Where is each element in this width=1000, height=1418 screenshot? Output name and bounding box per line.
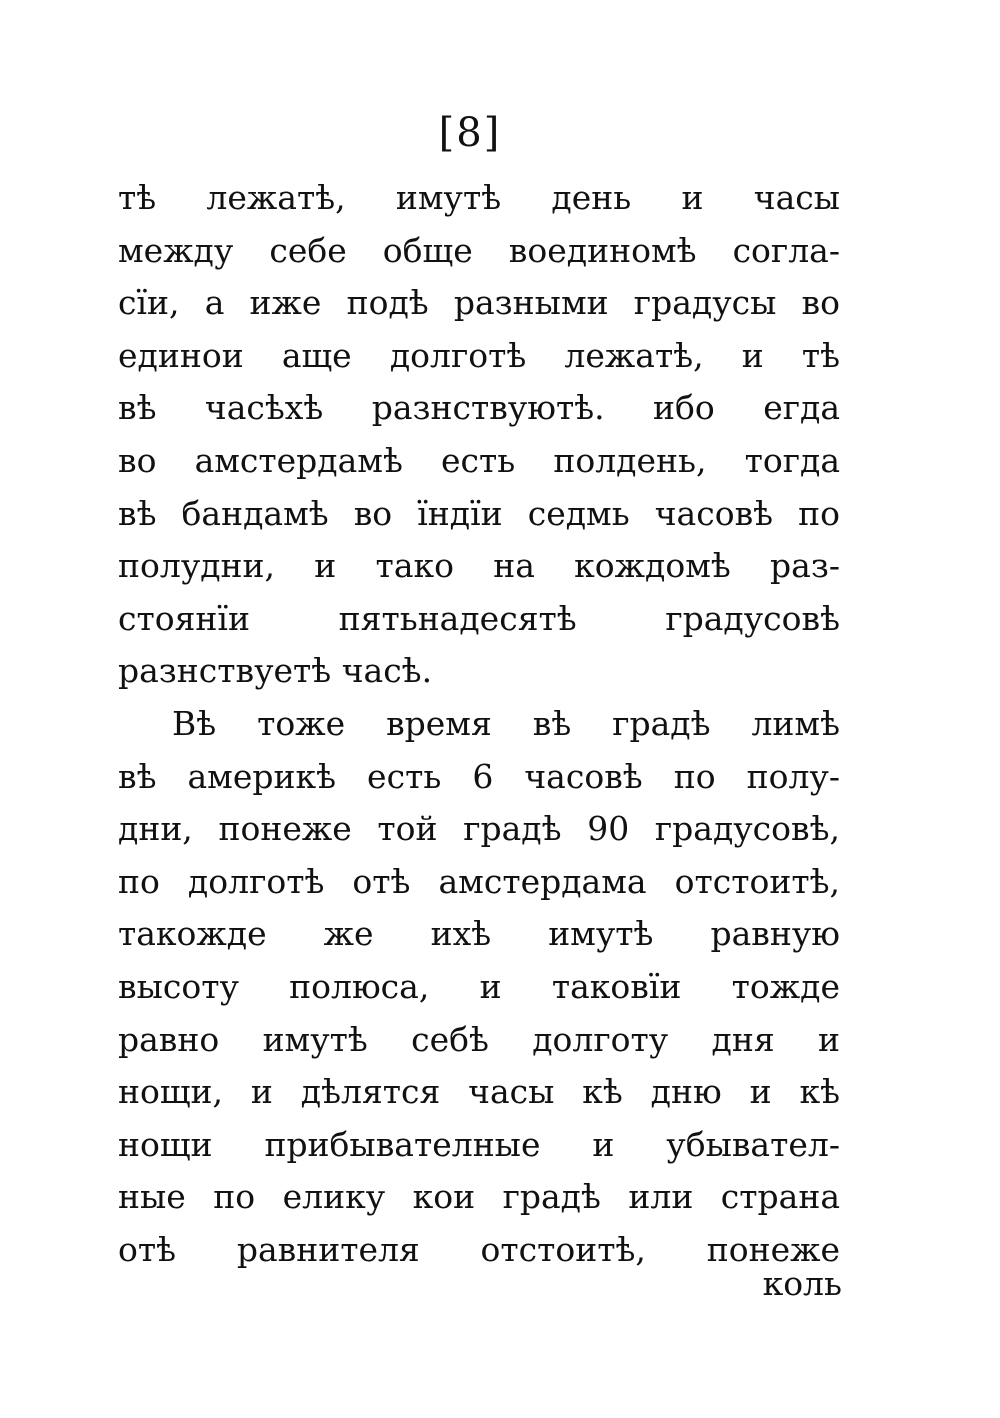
text-line: сїи, а иже подѣ разными градусы во	[118, 283, 840, 323]
text-line: нощи прибывателные и убывател-	[118, 1124, 840, 1164]
text-line: стоянїи пятьнадесятѣ градусовѣ	[118, 598, 840, 638]
text-line: отѣ равнителя отстоитѣ, понеже	[118, 1229, 840, 1269]
text-line: дни, понеже той градѣ 90 градусовѣ,	[118, 809, 840, 849]
text-line: по долготѣ отѣ амстердама отстоитѣ,	[118, 861, 840, 901]
text-line: высоту полюса, и таковїи тожде	[118, 966, 840, 1006]
text-line: тѣ лежатѣ, имутѣ день и часы	[118, 178, 840, 217]
text-line: вѣ часѣхѣ разнствуютѣ. ибо егда	[118, 388, 840, 428]
text-line: между себе обще воединомѣ согла-	[118, 230, 840, 270]
text-line: ные по елику кои градѣ или страна	[118, 1177, 840, 1217]
catchword: коль	[762, 1264, 842, 1303]
text-line: равно имутѣ себѣ долготу дня и	[118, 1019, 840, 1059]
page-number: [8]	[438, 110, 502, 156]
text-line: полудни, и тако на кождомѣ раз-	[118, 546, 840, 586]
paragraph-start-line: Вѣ тоже время вѣ градѣ лимѣ	[172, 703, 840, 743]
text-line: единои аще долготѣ лежатѣ, и тѣ	[118, 335, 840, 375]
text-line: нощи, и дѣлятся часы кѣ дню и кѣ	[118, 1072, 840, 1112]
text-line: вѣ америкѣ есть 6 часовѣ по полу-	[118, 756, 840, 796]
text-line: вѣ бандамѣ во їндїи седмь часовѣ по	[118, 493, 840, 533]
body-text	[118, 172, 840, 1276]
text-line: во амстердамѣ есть полдень, тогда	[118, 440, 840, 480]
paragraph-end-line: разнствуетѣ часѣ.	[118, 651, 433, 691]
text-line: такожде же ихѣ имутѣ равную	[118, 914, 840, 954]
